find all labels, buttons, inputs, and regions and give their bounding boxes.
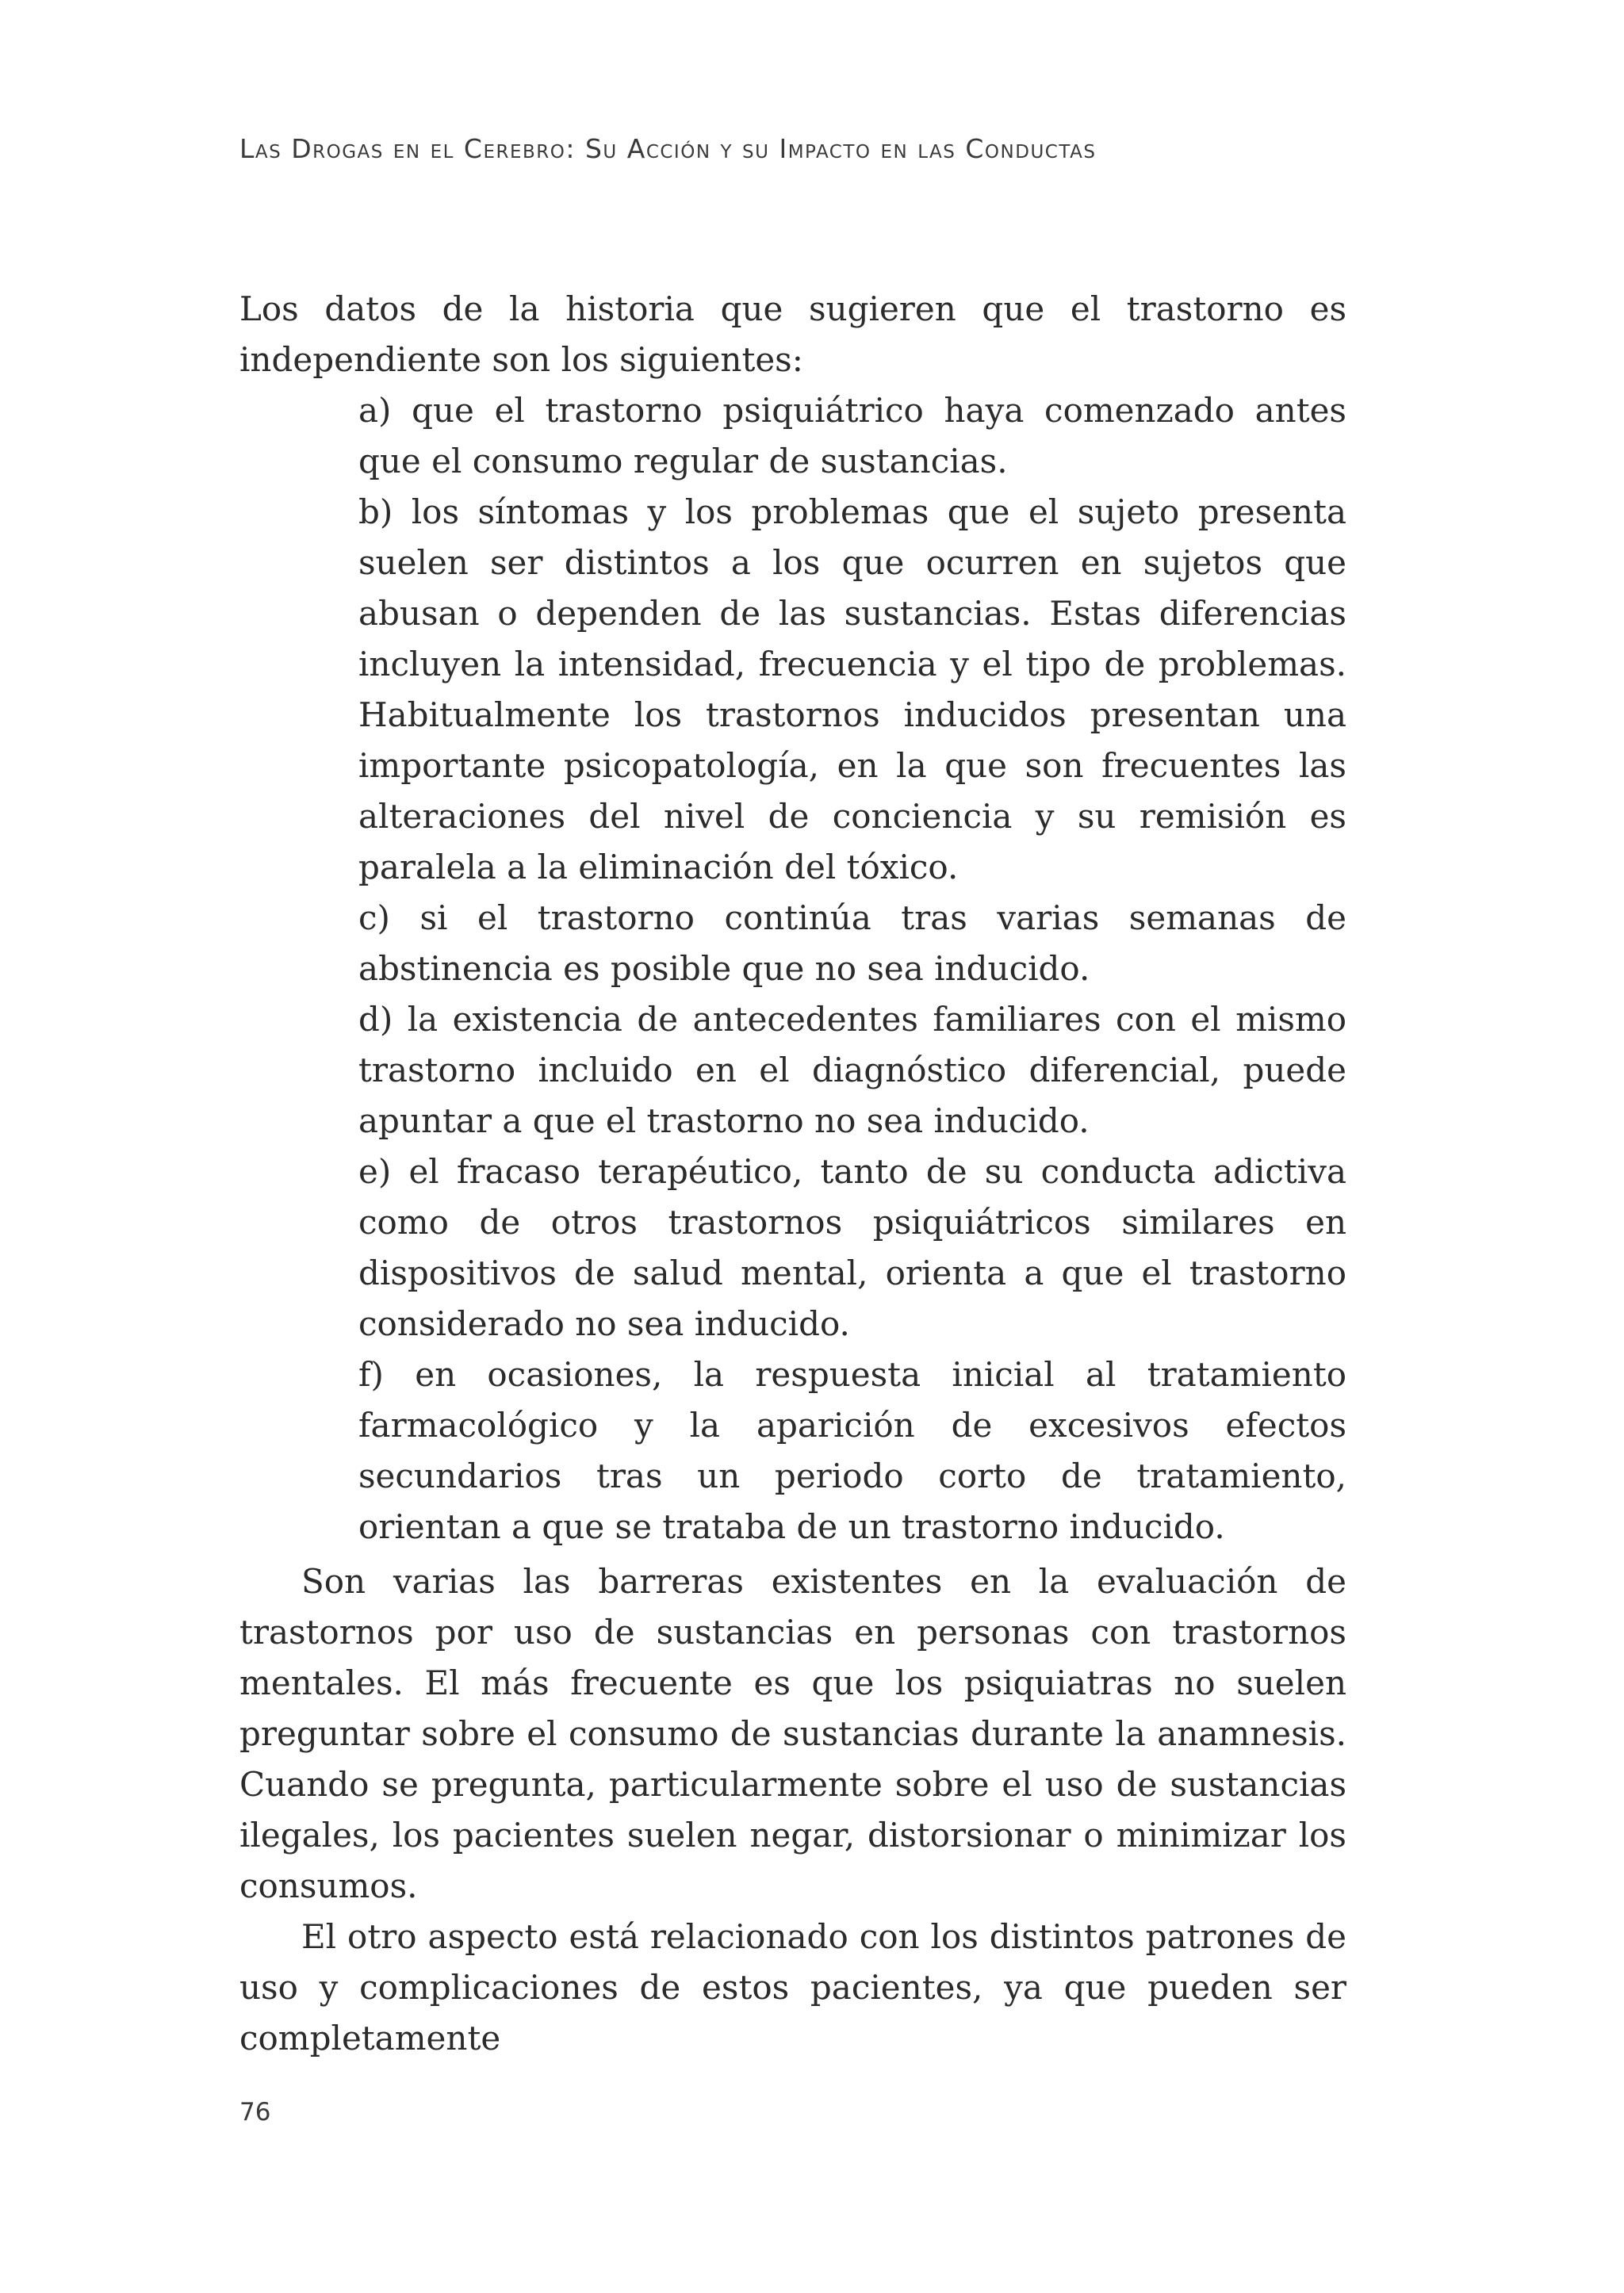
- criterion-a: a) que el trastorno psiquiátrico haya comenzado antes que el consumo regular de sustancias.: [358, 391, 1346, 480]
- criterion-f: f) en ocasiones, la respuesta inicial al tratamiento farmacológico y la aparición de excesivos efectos secundarios tras un periodo corto de tratamiento, orientan a que se trataba de un trastorno inducido.: [358, 1355, 1346, 1546]
- running-header: Las Drogas en el Cerebro: Su Acción y su Impacto en las Conductas: [239, 133, 1097, 164]
- barriers-paragraph: Son varias las barreras existentes en la evaluación de trastornos por uso de sustancias en personas con trastornos mentales. El más frecuente es que los psiquiatras no suelen preguntar sobre el consumo de sustancias durante la anamnesis. Cuando se pregunta, particularmente sobre el uso de sustancias ilegales, los pacientes suelen negar, distorsionar o minimizar los consumos.: [239, 1562, 1346, 1905]
- intro-paragraph: Los datos de la historia que sugieren que el trastorno es independiente son los siguientes:: [239, 289, 1346, 379]
- page-number: 76: [239, 2098, 271, 2126]
- criterion-e: e) el fracaso terapéutico, tanto de su conducta adictiva como de otros trastornos psiquiátricos similares en dispositivos de salud mental, orienta a que el trastorno considerado no sea inducido.: [358, 1152, 1346, 1343]
- criterion-c: c) si el trastorno continúa tras varias semanas de abstinencia es posible que no sea inducido.: [358, 898, 1346, 988]
- criterion-b: b) los síntomas y los problemas que el sujeto presenta suelen ser distintos a los que ocurren en sujetos que abusan o dependen de las sustancias. Estas diferencias incluyen la intensidad, frecuencia y el tipo de problemas. Habitualmente los trastornos inducidos presentan una importante psicopatología, en la que son frecuentes las alteraciones del nivel de conciencia y su remisión es paralela a la eliminación del tóxico.: [358, 492, 1346, 886]
- patterns-paragraph: El otro aspecto está relacionado con los distintos patrones de uso y complicaciones de estos pacientes, ya que pueden ser completamente: [239, 1917, 1346, 2058]
- criterion-d: d) la existencia de antecedentes familiares con el mismo trastorno incluido en el diagnóstico diferencial, puede apuntar a que el trastorno no sea inducido.: [358, 1000, 1346, 1140]
- criteria-list: [358, 385, 1346, 1552]
